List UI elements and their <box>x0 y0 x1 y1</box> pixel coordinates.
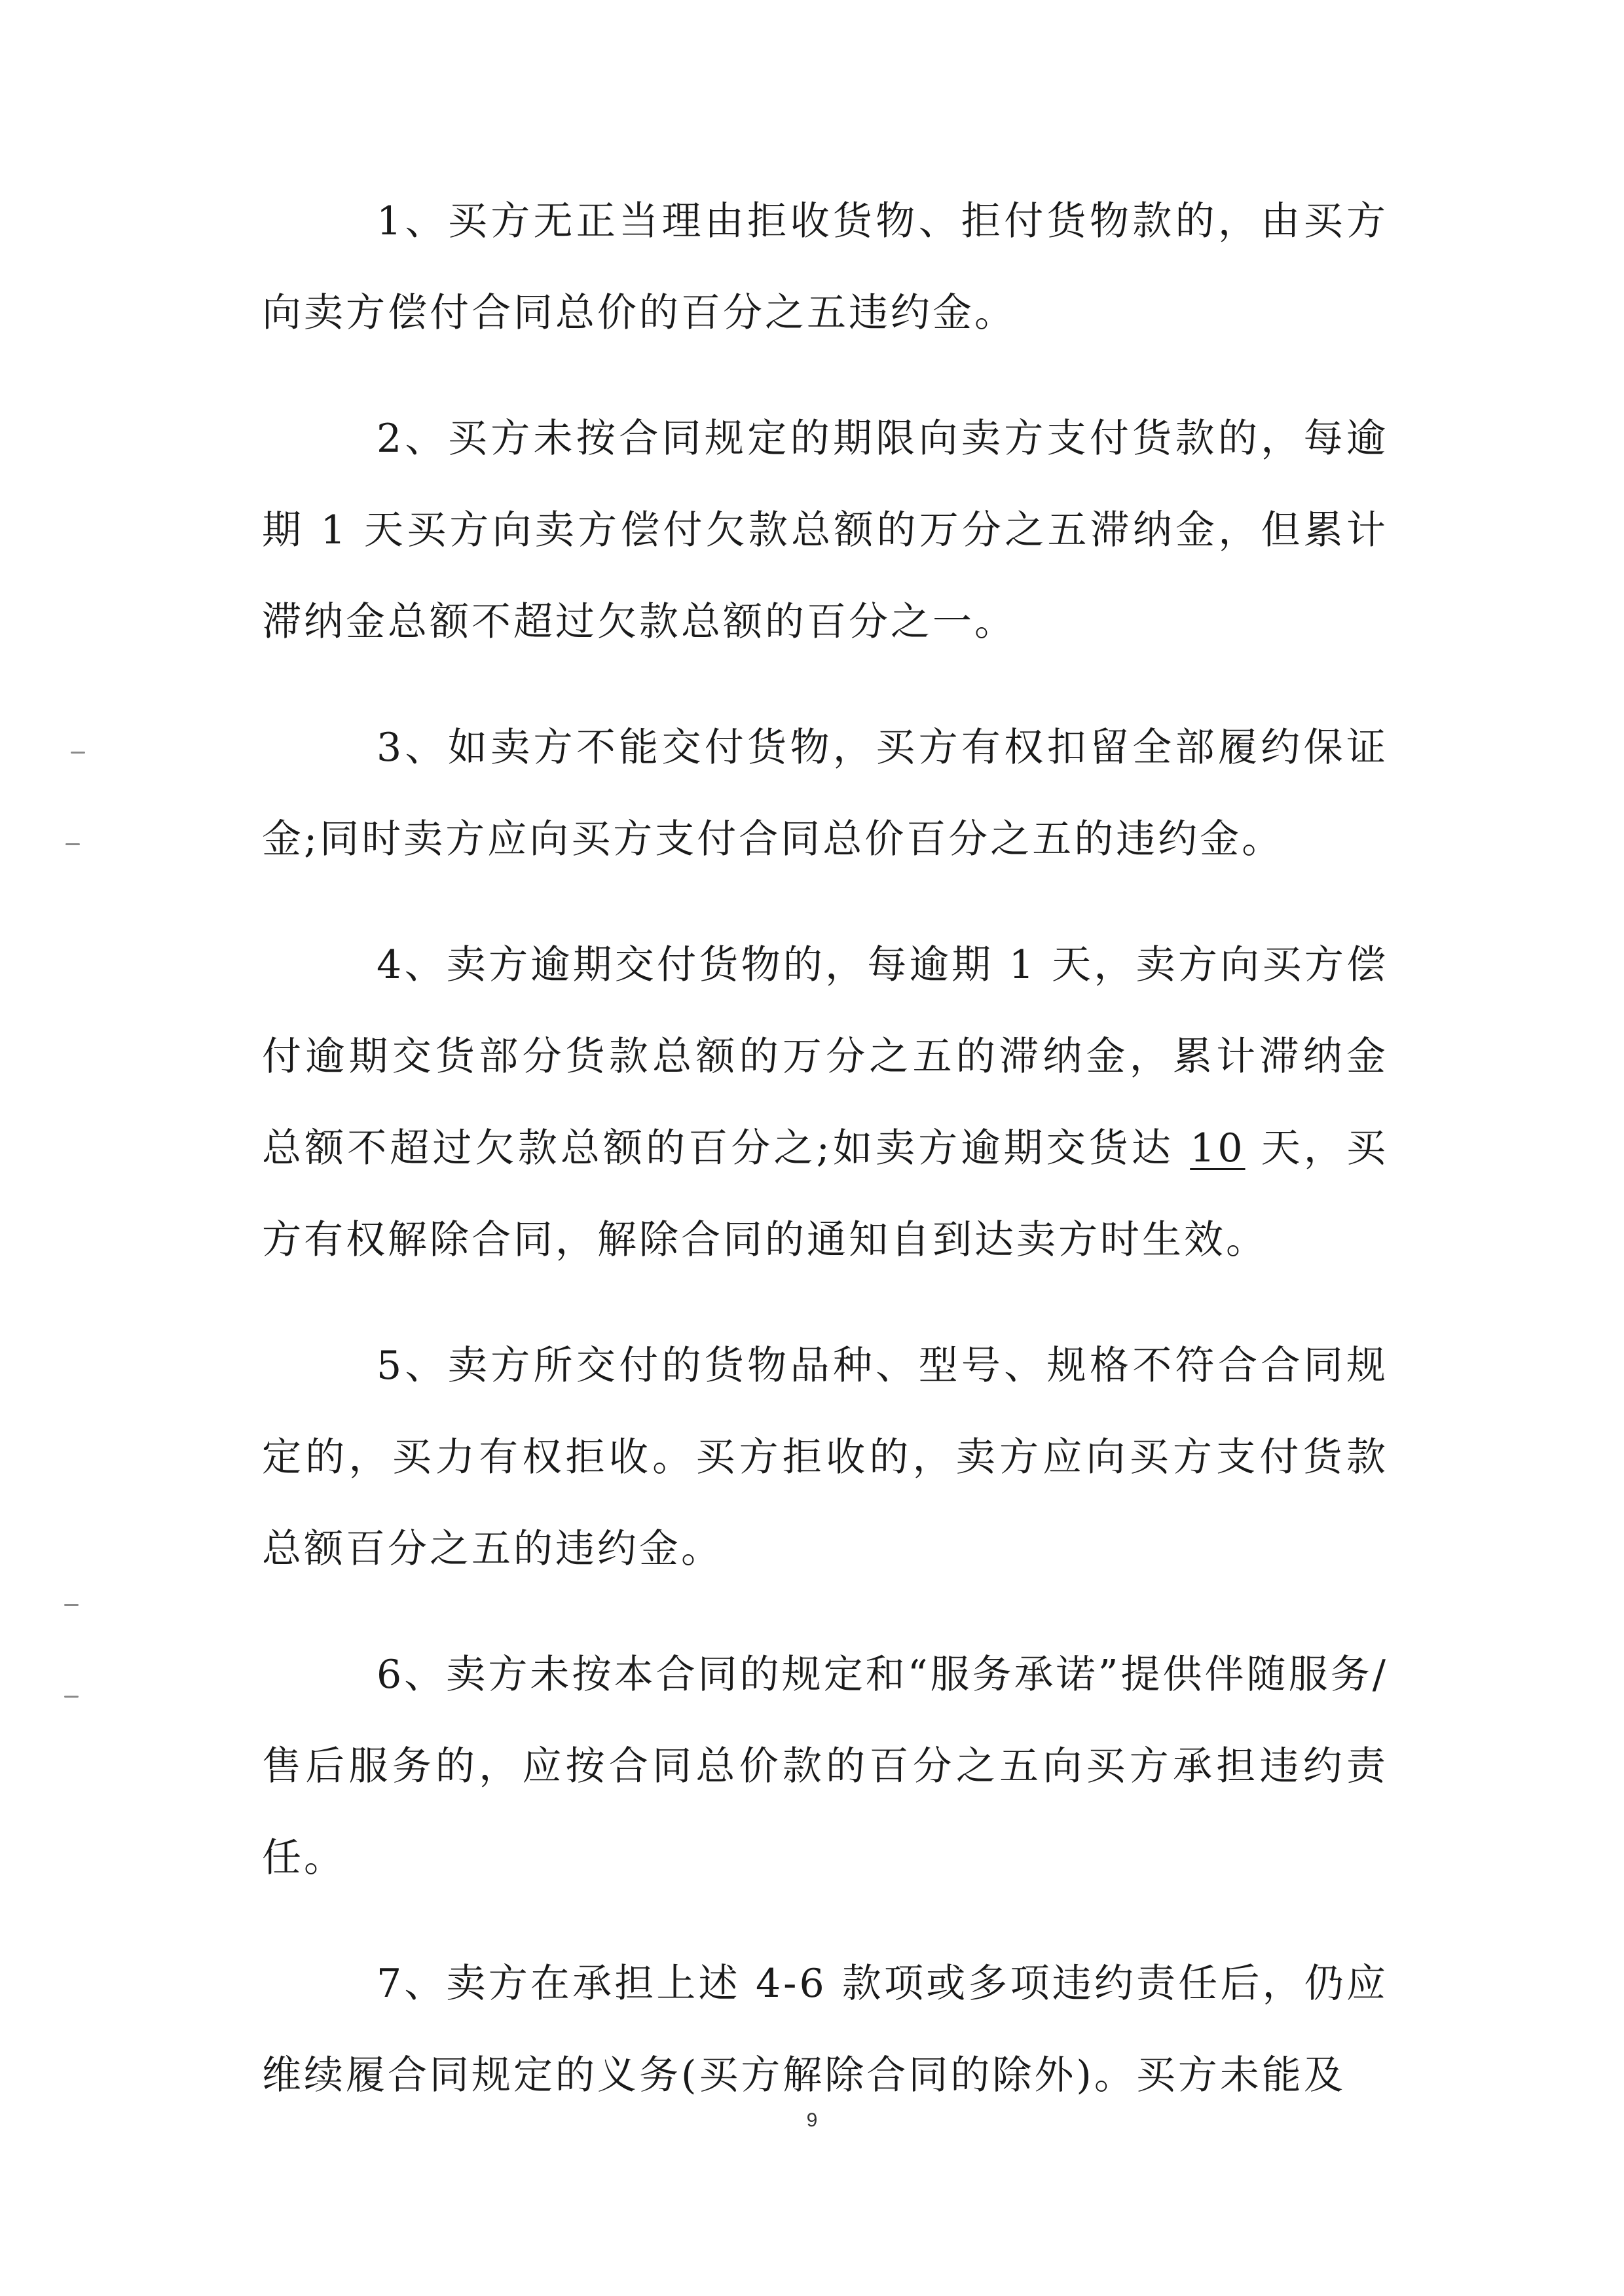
clause-1: 1、买方无正当理由拒收货物、拒付货物款的，由买方向卖方偿付合同总价的百分之五违约金。 <box>262 198 1388 336</box>
clause-4-text-after: 天，买方有权解除合同，解除合同的通知自到达卖方时生效。 <box>262 1125 1388 1263</box>
page-number: 9 <box>806 2109 818 2131</box>
binding-mark <box>64 1696 79 1698</box>
binding-mark <box>71 752 85 754</box>
clause-5: 5、卖方所交付的货物品种、型号、规格不符合合同规定的，买力有权拒收。买方拒收的，卖方应向买方支付货款总额百分之五的违约金。 <box>262 1343 1388 1572</box>
clause-7: 7、卖方在承担上述 4-6 款项或多项违约责任后，仍应维续履合同规定的义务(买方解除合同的除外)。买方未能及 <box>262 1961 1388 2098</box>
clause-2: 2、买方未按合同规定的期限向卖方支付货款的，每逾期 1 天买方向卖方偿付欠款总额的万分之五滞纳金，但累计滞纳金总额不超过欠款总额的百分之一。 <box>262 416 1388 645</box>
contract-body <box>262 175 1388 2155</box>
clause-4-text-before: 4、卖方逾期交付货物的，每逾期 1 天，卖方向买方偿付逾期交货部分货款总额的万分之五的滞纳金，累计滞纳金总额不超过欠款总额的百分之;如卖方逾期交货达 <box>262 942 1388 1171</box>
clause-4 <box>262 919 1388 1286</box>
clause-3: 3、如卖方不能交付货物，买方有权扣留全部履约保证金;同时卖方应向买方支付合同总价百分之五的违约金。 <box>262 725 1388 862</box>
binding-mark <box>64 1604 79 1606</box>
binding-mark <box>65 843 80 845</box>
clause-4-days-value: 10 <box>1190 1125 1246 1171</box>
clause-6: 6、卖方未按本合同的规定和“服务承诺”提供伴随服务/售后服务的，应按合同总价款的百分之五向买方承担违约责任。 <box>262 1652 1388 1881</box>
